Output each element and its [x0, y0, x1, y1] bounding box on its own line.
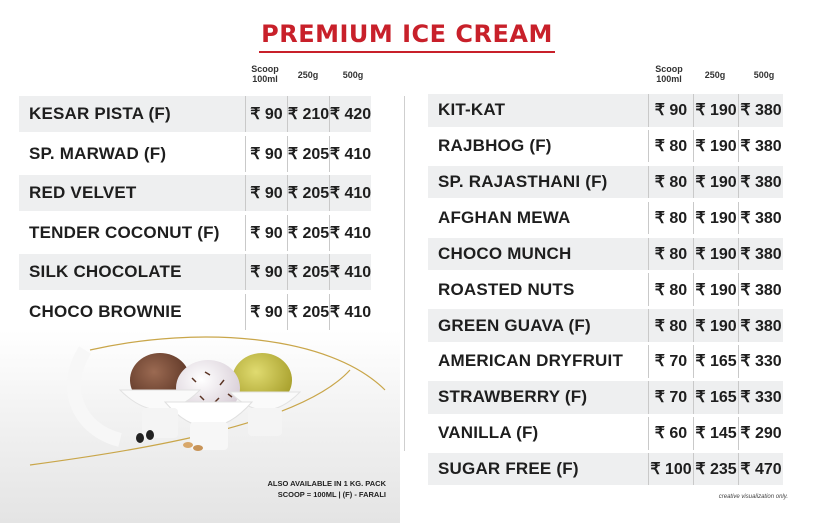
price-scoop: ₹ 80 — [648, 166, 693, 199]
flavor-name: GREEN GUAVA (F) — [428, 309, 648, 342]
price-500g: ₹ 410 — [329, 136, 371, 172]
menu-row — [428, 273, 783, 306]
flavor-name: KIT-KAT — [428, 94, 648, 127]
price-500g: ₹ 380 — [738, 94, 783, 127]
price-500g: ₹ 380 — [738, 309, 783, 342]
price-scoop: ₹ 60 — [648, 417, 693, 450]
price-500g: ₹ 380 — [738, 238, 783, 271]
price-500g: ₹ 410 — [329, 175, 371, 211]
menu-row — [19, 175, 371, 211]
menu-row — [428, 453, 783, 486]
price-scoop: ₹ 90 — [245, 294, 287, 330]
menu-row — [428, 345, 783, 378]
credit-note: creative visualization only. — [718, 494, 788, 500]
price-500g: ₹ 470 — [738, 453, 783, 486]
flavor-name: TENDER COCONUT (F) — [19, 215, 245, 251]
price-250g: ₹ 190 — [693, 94, 738, 127]
price-250g: ₹ 190 — [693, 273, 738, 306]
right-price-table — [428, 94, 783, 489]
menu-row — [428, 166, 783, 199]
price-scoop: ₹ 90 — [245, 254, 287, 290]
header-250g: 250g — [704, 70, 726, 80]
price-250g: ₹ 190 — [693, 166, 738, 199]
price-500g: ₹ 410 — [329, 254, 371, 290]
flavor-name: AFGHAN MEWA — [428, 202, 648, 235]
menu-row — [428, 94, 783, 127]
flavor-name: CHOCO MUNCH — [428, 238, 648, 271]
flavor-name: AMERICAN DRYFRUIT — [428, 345, 648, 378]
price-250g: ₹ 165 — [693, 345, 738, 378]
price-scoop: ₹ 90 — [245, 215, 287, 251]
footnote — [238, 478, 386, 500]
menu-row — [428, 238, 783, 271]
price-scoop: ₹ 70 — [648, 345, 693, 378]
menu-row — [428, 202, 783, 235]
price-500g: ₹ 380 — [738, 130, 783, 163]
menu-row — [19, 294, 371, 330]
price-250g: ₹ 205 — [287, 175, 329, 211]
price-250g: ₹ 210 — [287, 96, 329, 132]
price-500g: ₹ 410 — [329, 294, 371, 330]
flavor-name: STRAWBERRY (F) — [428, 381, 648, 414]
price-250g: ₹ 205 — [287, 294, 329, 330]
footnote-line1: ALSO AVAILABLE IN 1 KG. PACK — [267, 479, 386, 488]
price-scoop: ₹ 80 — [648, 238, 693, 271]
price-250g: ₹ 190 — [693, 202, 738, 235]
price-250g: ₹ 205 — [287, 136, 329, 172]
price-250g: ₹ 190 — [693, 309, 738, 342]
price-250g: ₹ 190 — [693, 238, 738, 271]
price-scoop: ₹ 90 — [245, 175, 287, 211]
price-500g: ₹ 330 — [738, 345, 783, 378]
flavor-name: SP. MARWAD (F) — [19, 136, 245, 172]
price-250g: ₹ 165 — [693, 381, 738, 414]
menu-row — [428, 130, 783, 163]
menu-row — [19, 215, 371, 251]
menu-row — [19, 136, 371, 172]
menu-row — [428, 417, 783, 450]
footnote-line2: SCOOP = 100ML | (F) - FARALI — [277, 490, 386, 499]
column-divider — [404, 96, 405, 451]
flavor-name: SILK CHOCOLATE — [19, 254, 245, 290]
menu-row — [19, 96, 371, 132]
flavor-name: SUGAR FREE (F) — [428, 453, 648, 486]
price-500g: ₹ 330 — [738, 381, 783, 414]
flavor-name: SP. RAJASTHANI (F) — [428, 166, 648, 199]
flavor-name: ROASTED NUTS — [428, 273, 648, 306]
price-scoop: ₹ 90 — [245, 136, 287, 172]
header-500g: 500g — [753, 70, 775, 80]
price-500g: ₹ 410 — [329, 215, 371, 251]
price-scoop: ₹ 90 — [245, 96, 287, 132]
price-scoop: ₹ 70 — [648, 381, 693, 414]
price-250g: ₹ 145 — [693, 417, 738, 450]
price-scoop: ₹ 80 — [648, 309, 693, 342]
price-scoop: ₹ 80 — [648, 273, 693, 306]
flavor-name: RED VELVET — [19, 175, 245, 211]
price-250g: ₹ 190 — [693, 130, 738, 163]
left-price-table — [19, 96, 371, 333]
header-scoop: Scoop 100ml — [655, 64, 683, 84]
header-250g: 250g — [297, 70, 319, 80]
price-scoop: ₹ 90 — [648, 94, 693, 127]
menu-row — [19, 254, 371, 290]
price-500g: ₹ 290 — [738, 417, 783, 450]
flavor-name: CHOCO BROWNIE — [19, 294, 245, 330]
page-title: PREMIUM ICE CREAM — [0, 20, 814, 53]
header-500g: 500g — [342, 70, 364, 80]
price-500g: ₹ 380 — [738, 166, 783, 199]
price-scoop: ₹ 100 — [648, 453, 693, 486]
price-500g: ₹ 420 — [329, 96, 371, 132]
price-scoop: ₹ 80 — [648, 130, 693, 163]
flavor-name: RAJBHOG (F) — [428, 130, 648, 163]
price-250g: ₹ 235 — [693, 453, 738, 486]
price-250g: ₹ 205 — [287, 254, 329, 290]
price-scoop: ₹ 80 — [648, 202, 693, 235]
price-500g: ₹ 380 — [738, 202, 783, 235]
menu-row — [428, 381, 783, 414]
flavor-name: KESAR PISTA (F) — [19, 96, 245, 132]
price-500g: ₹ 380 — [738, 273, 783, 306]
header-scoop: Scoop 100ml — [251, 64, 279, 84]
price-250g: ₹ 205 — [287, 215, 329, 251]
menu-row — [428, 309, 783, 342]
flavor-name: VANILLA (F) — [428, 417, 648, 450]
